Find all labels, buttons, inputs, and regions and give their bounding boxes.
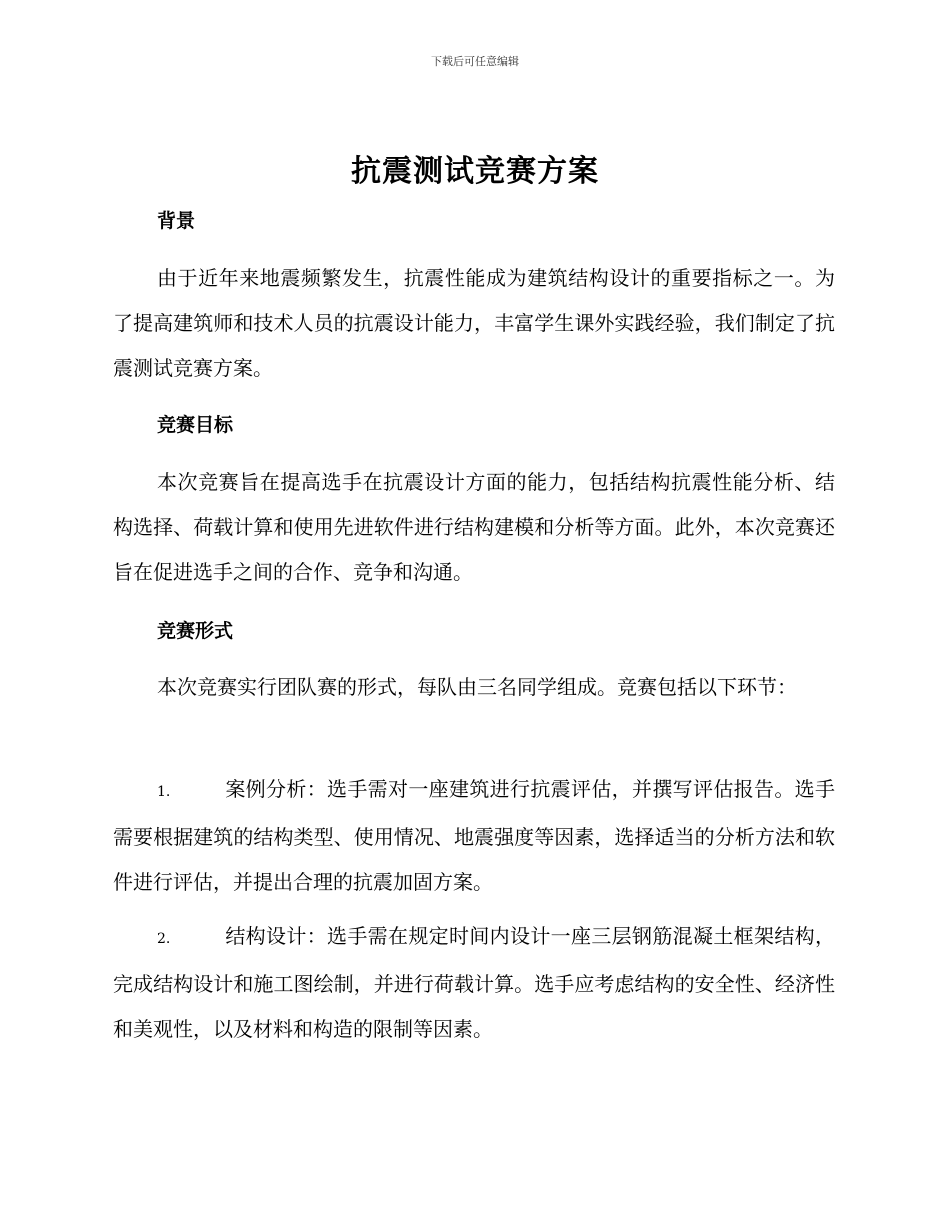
section-paragraph-background: 由于近年来地震频繁发生，抗震性能成为建筑结构设计的重要指标之一。为了提高建筑师和技术人员的抗震设计能力，丰富学生课外实践经验，我们制定了抗震测试竞赛方案。 bbox=[113, 266, 835, 380]
section-heading-format: 竞赛形式 bbox=[157, 620, 234, 642]
list-item bbox=[113, 914, 835, 1052]
list-item-text: 案例分析：选手需对一座建筑进行抗震评估，并撰写评估报告。选手需要根据建筑的结构类型、使用情况、地震强度等因素，选择适当的分析方法和软件进行评估，并提出合理的抗震加固方案。 bbox=[113, 777, 835, 894]
section-paragraph-format: 本次竞赛实行团队赛的形式，每队由三名同学组成。竞赛包括以下环节： bbox=[157, 675, 797, 699]
section-heading-background: 背景 bbox=[157, 210, 196, 232]
section-heading-goals: 竞赛目标 bbox=[157, 414, 234, 436]
list-item-number: 2. bbox=[157, 931, 171, 947]
header-note: 下载后可任意编辑 bbox=[431, 55, 519, 68]
document-title: 抗震测试竞赛方案 bbox=[351, 154, 599, 189]
section-paragraph-goals: 本次竞赛旨在提高选手在抗震设计方面的能力，包括结构抗震性能分析、结构选择、荷载计算和使用先进软件进行结构建模和分析等方面。此外，本次竞赛还旨在促进选手之间的合作、竞争和沟通。 bbox=[113, 470, 835, 584]
list-item bbox=[113, 767, 835, 905]
list-item-number: 1. bbox=[157, 784, 171, 800]
list-item-text: 结构设计：选手需在规定时间内设计一座三层钢筋混凝土框架结构，完成结构设计和施工图绘制，并进行荷载计算。选手应考虑结构的安全性、经济性和美观性，以及材料和构造的限制等因素。 bbox=[113, 924, 835, 1041]
